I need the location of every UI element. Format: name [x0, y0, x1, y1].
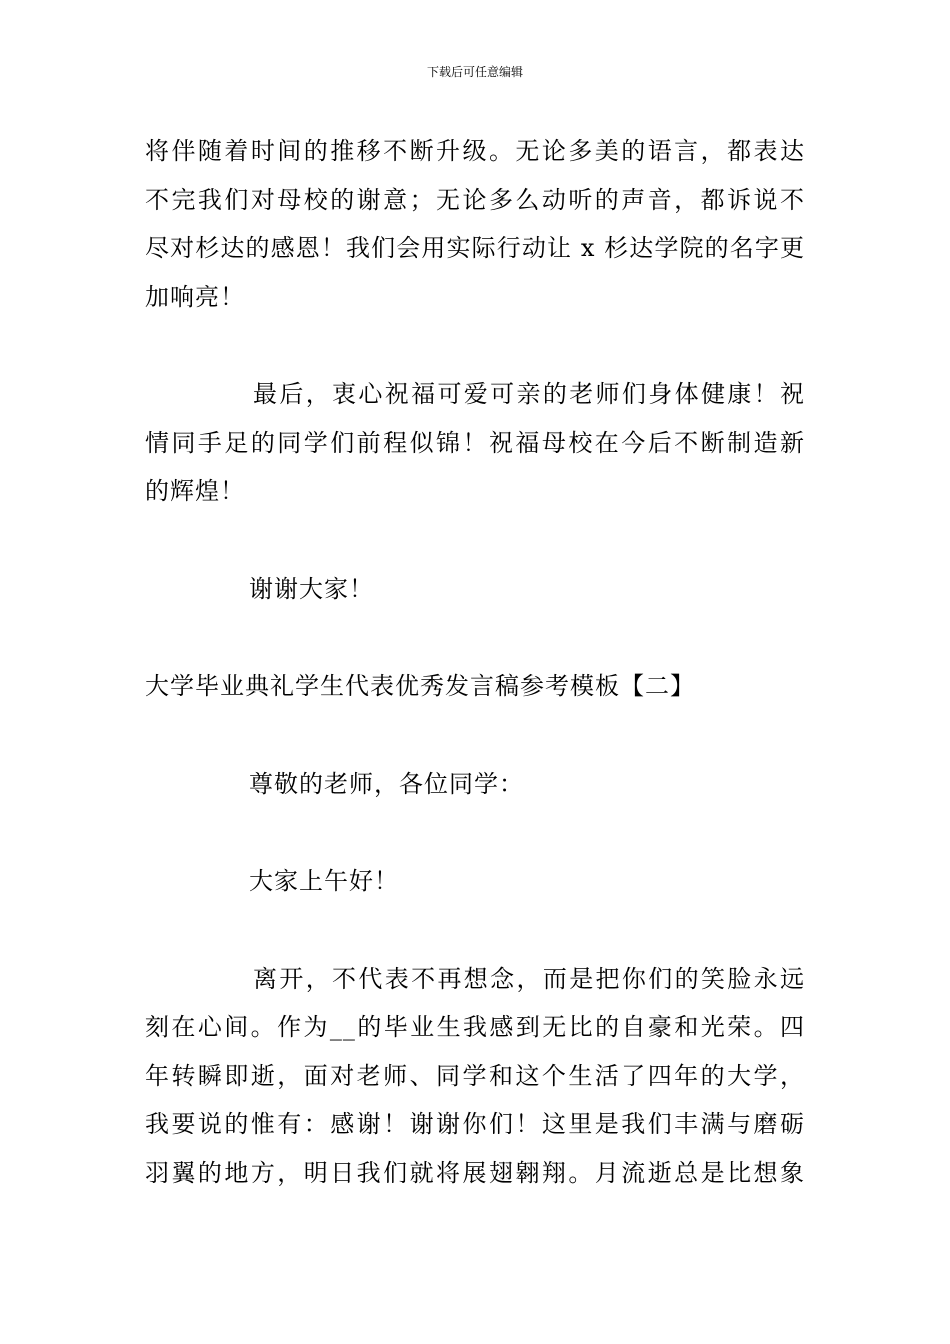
- heading-line: 大学毕业典礼学生代表优秀发言稿参考模板【二】: [145, 672, 695, 700]
- section-heading: [145, 662, 805, 711]
- paragraph: [145, 370, 805, 516]
- text-line: 离开，不代表不再想念，而是把你们的笑脸永远: [253, 964, 805, 993]
- text-line: 加响亮！: [145, 282, 245, 311]
- text-line: 不完我们对母校的谢意；无论多么动听的声音，都诉说不: [145, 185, 805, 214]
- text-line: 尽对杉达的感恩！我们会用实际行动让 x 杉达学院的名字更: [145, 234, 805, 262]
- text-line: 羽翼的地方，明日我们就将展翅翱翔。月流逝总是比想象: [145, 1158, 805, 1187]
- text-line: 的辉煌！: [145, 477, 245, 505]
- text-line: 刻在心间。作为__的毕业生我感到无比的自豪和光荣。四: [145, 1013, 805, 1041]
- text-line: 大家上午好！: [249, 867, 399, 895]
- document-body: [145, 127, 805, 1197]
- paragraph: [145, 955, 805, 1198]
- text-line: 我要说的惟有：感谢！谢谢你们！这里是我们丰满与磨砺: [145, 1110, 805, 1138]
- paragraph: [145, 565, 805, 614]
- text-line: 最后，衷心祝福可爱可亲的老师们身体健康！祝: [253, 380, 805, 408]
- paragraph: [145, 760, 805, 809]
- text-line: 年转瞬即逝，面对老师、同学和这个生活了四年的大学，: [145, 1061, 805, 1090]
- text-line: 尊敬的老师，各位同学：: [249, 769, 524, 798]
- page-header: 下载后可任意编辑: [426, 65, 523, 79]
- text-line: 情同手足的同学们前程似锦！祝福母校在今后不断制造新: [145, 428, 805, 457]
- paragraph: [145, 857, 805, 906]
- text-line: 将伴随着时间的推移不断升级。无论多美的语言，都表达: [145, 137, 805, 165]
- paragraph: [145, 127, 805, 321]
- text-line: 谢谢大家！: [249, 574, 374, 603]
